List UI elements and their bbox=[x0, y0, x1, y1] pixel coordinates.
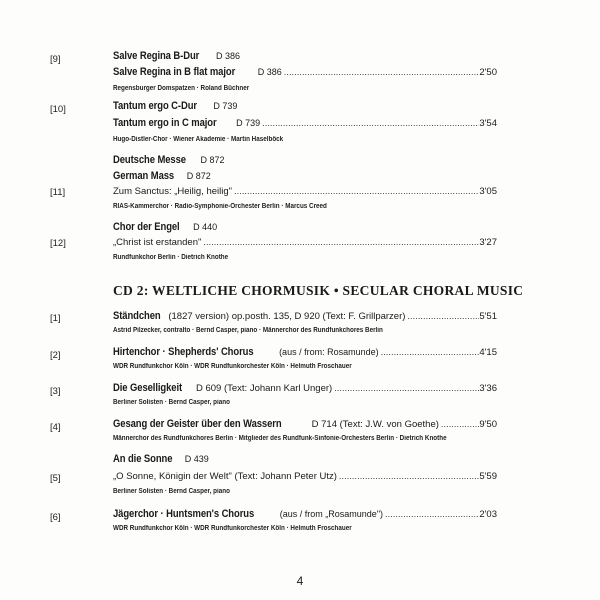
track-number: [11] bbox=[50, 187, 66, 198]
movement-subtitle: „O Sonne, Königin der Welt" (Text: Johann Peter Utz) bbox=[113, 471, 337, 482]
work-title-en: German Mass bbox=[113, 170, 175, 182]
movement-subtitle: „Christ ist erstanden" bbox=[113, 237, 202, 248]
dot-leader bbox=[379, 347, 480, 357]
catalog-number: D 386 bbox=[257, 67, 282, 77]
duration: 3'27 bbox=[479, 237, 497, 248]
work-title-en-line bbox=[113, 170, 497, 182]
performers: RIAS-Kammerchor · Radio-Symphonie-Orchester Berlin · Marcus Creed bbox=[113, 203, 327, 210]
work-title-en: Tantum ergo in C major bbox=[113, 117, 217, 129]
work-detail: (aus / from „Rosamunde") bbox=[279, 509, 384, 519]
work-title: An die Sonne bbox=[113, 453, 173, 465]
performers: Regensburger Domspatzen · Roland Büchner bbox=[113, 85, 250, 92]
work-title: Salve Regina B-Dur bbox=[113, 50, 200, 62]
performers: WDR Rundfunkchor Köln · WDR Rundfunkorchester Köln · Helmuth Froschauer bbox=[113, 363, 352, 370]
catalog-number: D 739 bbox=[213, 101, 238, 111]
catalog-number: D 872 bbox=[200, 155, 225, 165]
catalog-number: D 440 bbox=[193, 222, 218, 232]
work-title-en-line bbox=[113, 66, 497, 78]
work-title-de-line bbox=[113, 154, 497, 166]
page-number: 4 bbox=[296, 574, 304, 588]
track-number: [4] bbox=[50, 422, 61, 433]
dot-leader bbox=[439, 419, 479, 429]
performers: Männerchor des Rundfunkchores Berlin · Mitglieder des Rundfunk-Sinfonie-Orchesters Berlin · Dietrich Knothe bbox=[113, 435, 447, 442]
duration: 2'03 bbox=[479, 509, 497, 520]
work-title-de-line bbox=[113, 50, 497, 62]
track-number: [5] bbox=[50, 473, 61, 484]
work-title-de-line bbox=[113, 100, 497, 112]
track-number: [6] bbox=[50, 512, 61, 523]
performers: Berliner Solisten · Bernd Casper, piano bbox=[113, 488, 230, 495]
dot-leader bbox=[282, 67, 480, 77]
work-title-line bbox=[113, 382, 497, 394]
work-title-line bbox=[113, 221, 497, 233]
work-title: Deutsche Messe bbox=[113, 154, 186, 166]
duration: 2'50 bbox=[479, 67, 497, 78]
section-heading: CD 2: WELTLICHE CHORMUSIK • SECULAR CHORAL MUSIC bbox=[113, 283, 524, 298]
work-title-line bbox=[113, 453, 497, 465]
dot-leader bbox=[201, 237, 479, 247]
work-title-line bbox=[113, 310, 497, 322]
dot-leader bbox=[232, 186, 479, 196]
work-title: Tantum ergo C-Dur bbox=[113, 100, 198, 112]
catalog-number: D 739 bbox=[236, 118, 261, 128]
movement-line bbox=[113, 471, 497, 482]
work-title: Chor der Engel bbox=[113, 221, 180, 233]
work-title-line bbox=[113, 346, 497, 358]
performers: Berliner Solisten · Bernd Casper, piano bbox=[113, 399, 230, 406]
performers: Hugo-Distler-Chor · Wiener Akademie · Martin Haselböck bbox=[113, 136, 284, 143]
performers: Rundfunkchor Berlin · Dietrich Knothe bbox=[113, 254, 229, 261]
work-title: Jägerchor · Huntsmen's Chorus bbox=[113, 508, 255, 520]
catalog-number: D 439 bbox=[184, 454, 209, 464]
duration: 9'50 bbox=[479, 419, 497, 430]
work-title: Ständchen bbox=[113, 310, 161, 322]
catalog-number: D 872 bbox=[186, 171, 211, 181]
duration: 3'54 bbox=[479, 118, 497, 129]
movement-line bbox=[113, 237, 497, 248]
work-title-en-line bbox=[113, 117, 497, 129]
duration: 4'15 bbox=[479, 347, 497, 358]
catalog-number: D 386 bbox=[215, 51, 240, 61]
work-title: Die Geselligkeit bbox=[113, 382, 183, 394]
work-detail: D 714 (Text: J.W. von Goethe) bbox=[311, 419, 439, 430]
duration: 3'05 bbox=[479, 186, 497, 197]
work-title: Hirtenchor · Shepherds' Chorus bbox=[113, 346, 254, 358]
dot-leader bbox=[337, 471, 479, 481]
performers: Astrid Pilzecker, contralto · Bernd Casper, piano · Männerchor des Rundfunkchores Berlin bbox=[113, 327, 383, 334]
performers: WDR Rundfunkchor Köln · WDR Rundfunkorchester Köln · Helmuth Froschauer bbox=[113, 525, 352, 532]
work-title-en: Salve Regina in B flat major bbox=[113, 66, 236, 78]
work-title-line bbox=[113, 418, 497, 430]
track-number: [10] bbox=[50, 104, 66, 115]
work-title-line bbox=[113, 508, 497, 520]
duration: 5'51 bbox=[479, 311, 497, 322]
dot-leader bbox=[260, 118, 479, 128]
track-number: [9] bbox=[50, 54, 61, 65]
movement-subtitle: Zum Sanctus: „Heilig, heilig" bbox=[113, 186, 233, 197]
dot-leader bbox=[405, 311, 479, 321]
work-detail: (aus / from: Rosamunde) bbox=[279, 347, 379, 357]
dot-leader bbox=[383, 509, 479, 519]
track-number: [1] bbox=[50, 313, 61, 324]
work-detail: D 609 (Text: Johann Karl Unger) bbox=[195, 383, 333, 394]
track-number: [2] bbox=[50, 350, 61, 361]
track-number: [12] bbox=[50, 238, 66, 249]
work-title: Gesang der Geister über den Wassern bbox=[113, 418, 282, 430]
dot-leader bbox=[332, 383, 479, 393]
duration: 3'36 bbox=[479, 383, 497, 394]
track-number: [3] bbox=[50, 386, 61, 397]
duration: 5'59 bbox=[479, 471, 497, 482]
movement-line bbox=[113, 186, 497, 197]
work-detail: (1827 version) op.posth. 135, D 920 (Text: F. Grillparzer) bbox=[168, 311, 406, 322]
